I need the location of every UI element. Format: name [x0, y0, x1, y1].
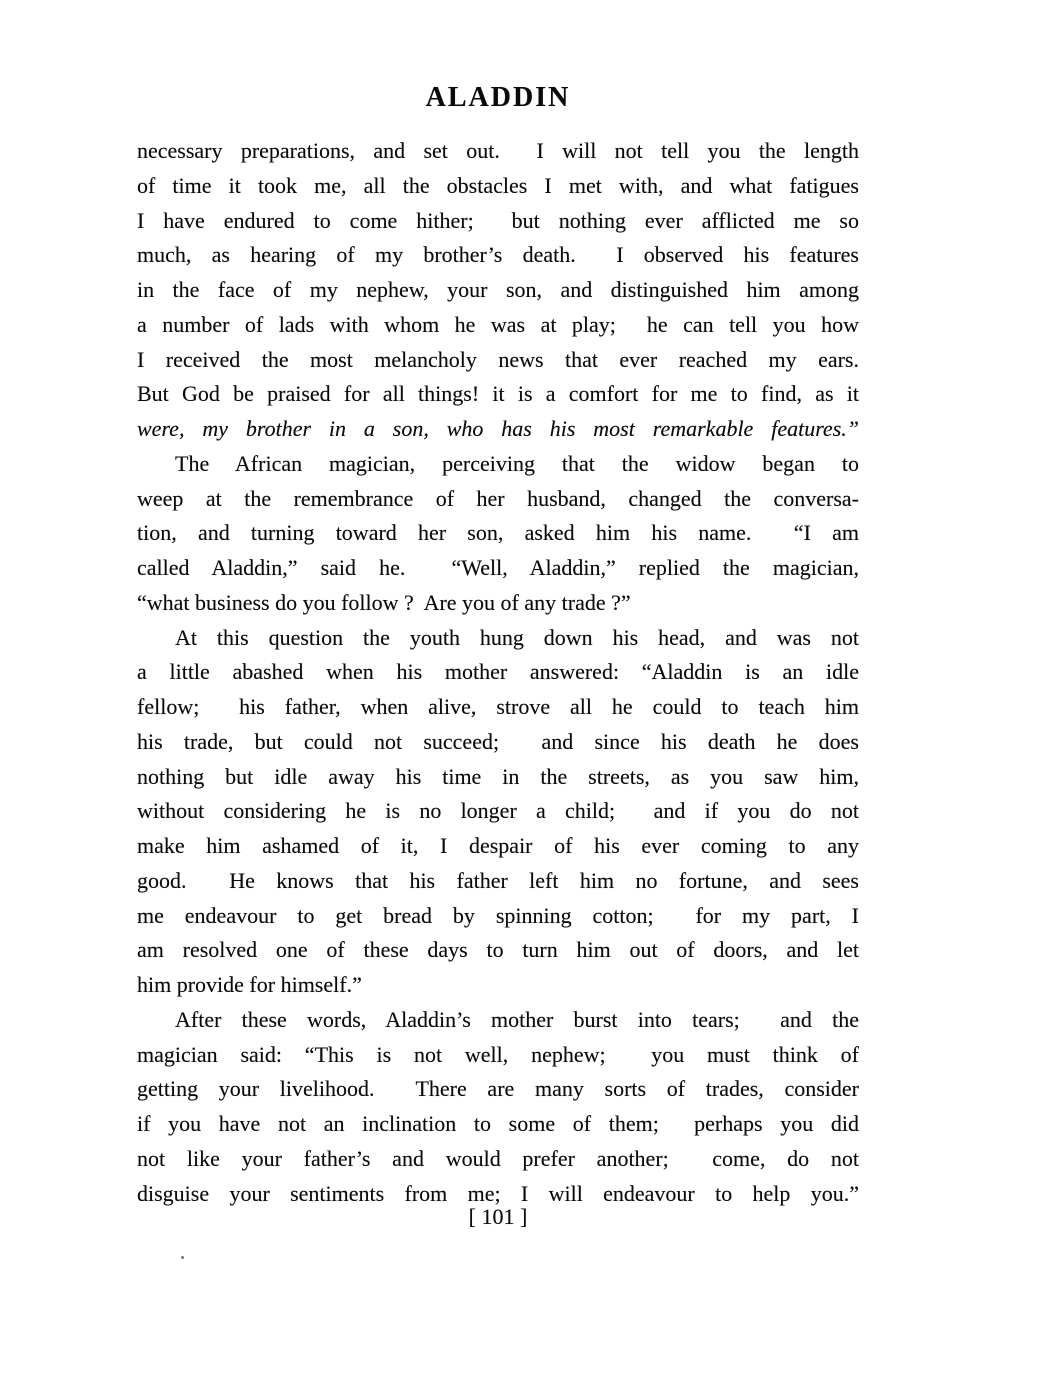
paragraph: [137, 1003, 859, 1212]
text-line: a little abashed when his mother answered: “Aladdin is an idle: [137, 659, 859, 685]
text-line: The African magician, perceiving that the widow began to: [175, 450, 859, 476]
page-number: [ 101 ]: [468, 1204, 528, 1229]
text-block: [137, 134, 859, 1211]
text-line: were, my brother in a son, who has his most remarkable features.”: [137, 416, 859, 441]
text-line: disguise your sentiments from me; I will endeavour to help you.”: [137, 1180, 859, 1206]
text-line: I have endured to come hither; but nothing ever afflicted me so: [137, 207, 859, 233]
page-title: ALADDIN: [425, 82, 571, 113]
text-line: getting your livelihood. There are many sorts of trades, consider: [137, 1076, 859, 1102]
text-line: After these words, Aladdin’s mother burst into tears; and the: [175, 1006, 859, 1032]
text-line: a number of lads with whom he was at play; he can tell you how: [137, 311, 859, 337]
text-line: of time it took me, all the obstacles I met with, and what fatigues: [137, 172, 859, 198]
paragraph: [137, 134, 859, 447]
text-line: in the face of my nephew, your son, and distinguished him among: [137, 277, 859, 302]
text-line: At this question the youth hung down his head, and was not: [175, 624, 859, 650]
paragraph: [137, 447, 859, 621]
scan-speck: [181, 1256, 184, 1259]
text-line: magician said: “This is not well, nephew; you must think of: [137, 1041, 859, 1067]
text-line: him provide for himself.”: [137, 972, 362, 997]
text-line: But God be praised for all things! it is a comfort for me to find, as it: [137, 381, 859, 407]
text-line: tion, and turning toward her son, asked him his name. “I am: [137, 520, 859, 546]
text-line: not like your father’s and would prefer another; come, do not: [137, 1145, 859, 1171]
text-line: necessary preparations, and set out. I will not tell you the length: [137, 138, 859, 163]
text-line: good. He knows that his father left him no fortune, and sees: [137, 867, 859, 893]
text-line: am resolved one of these days to turn him out of doors, and let: [137, 937, 859, 963]
text-line: his trade, but could not succeed; and since his death he does: [137, 728, 859, 754]
text-line: without considering he is no longer a child; and if you do not: [137, 798, 859, 824]
text-line: I received the most melancholy news that ever reached my ears.: [137, 346, 859, 372]
text-line: if you have not an inclination to some of them; perhaps you did: [137, 1111, 859, 1136]
text-line: called Aladdin,” said he. “Well, Aladdin,” replied the magician,: [137, 555, 859, 580]
text-line: me endeavour to get bread by spinning cotton; for my part, I: [137, 902, 859, 928]
paragraph: [137, 621, 859, 1003]
text-line: much, as hearing of my brother’s death. I observed his features: [137, 242, 859, 268]
text-line: fellow; his father, when alive, strove all he could to teach him: [137, 694, 859, 719]
text-line: make him ashamed of it, I despair of his ever coming to any: [137, 833, 859, 858]
text-line: weep at the remembrance of her husband, changed the conversa-: [137, 485, 859, 511]
text-line: nothing but idle away his time in the streets, as you saw him,: [137, 763, 859, 789]
text-line: “what business do you follow ? Are you of any trade ?”: [137, 589, 631, 615]
